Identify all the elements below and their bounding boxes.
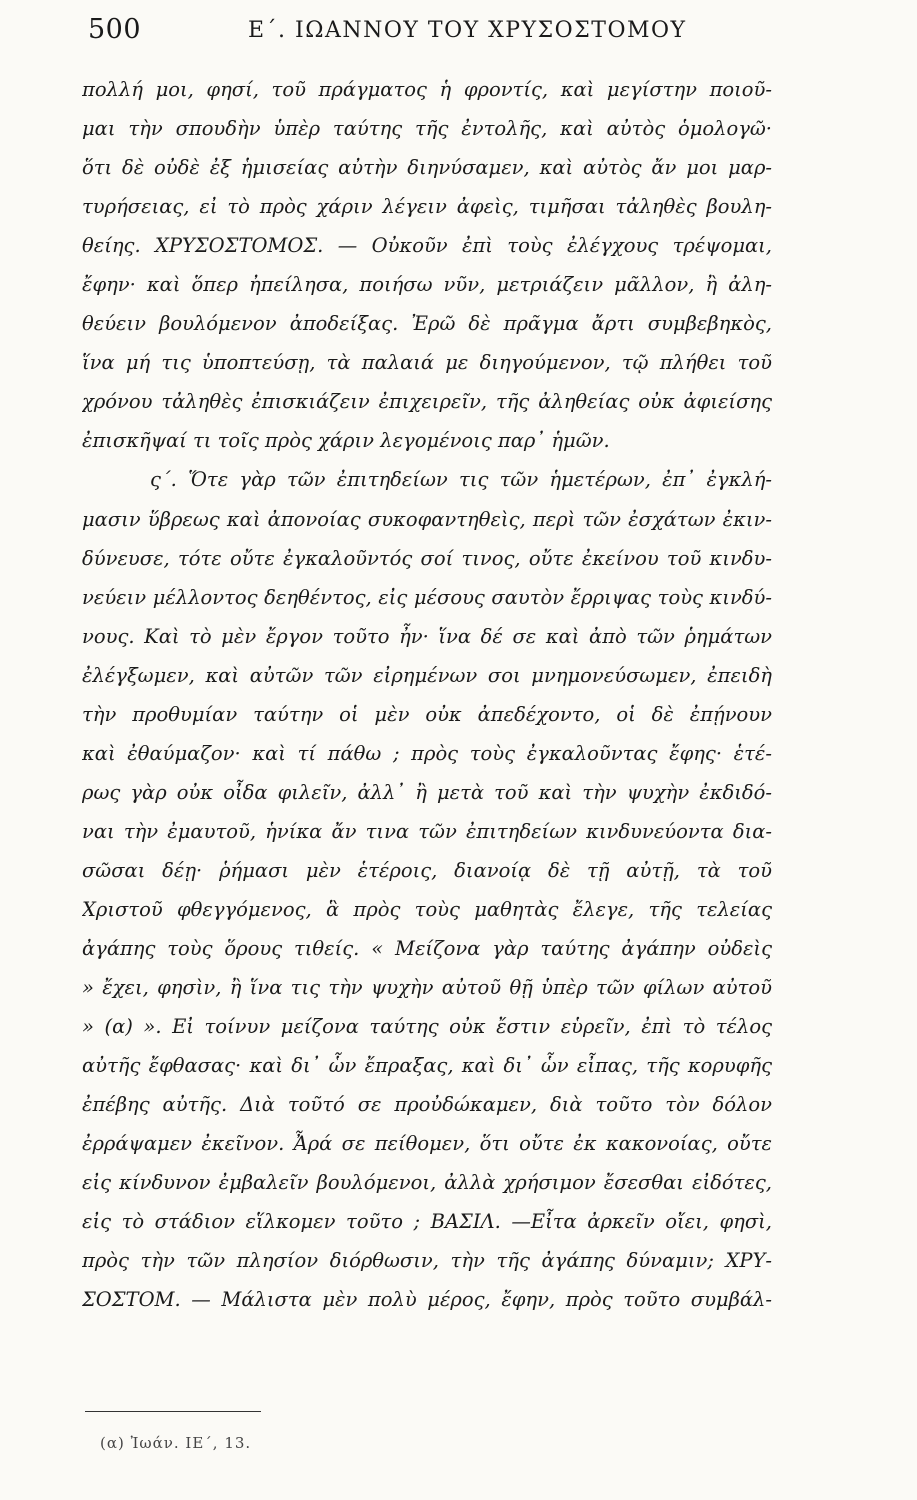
text-line: ἔφην· καὶ ὅπερ ἠπείλησα, ποιήσω νῦν, μετριάζειν μᾶλλον, ἢ ἀλη-	[82, 273, 772, 297]
text-line: μαι τὴν σπουδὴν ὑπὲρ ταύτης τῆς ἐντολῆς, καὶ αὐτὸς ὁμολογῶ·	[82, 117, 772, 141]
text-line: νους. Καὶ τὸ μὲν ἔργον τοῦτο ἦν· ἵνα δέ σε καὶ ἀπὸ τῶν ῥημάτων	[82, 624, 772, 648]
text-line: αὐτῆς ἔφθασας· καὶ δι᾽ ὧν ἔπραξας, καὶ δι᾽ ὧν εἶπας, τῆς κορυφῆς	[82, 1054, 772, 1078]
text-line: » (α) ». Εἰ τοίνυν μείζονα ταύτης οὐκ ἔστιν εὑρεῖν, ἐπὶ τὸ τέλος	[82, 1015, 772, 1039]
text-line: εἰς κίνδυνον ἐμβαλεῖν βουλόμενοι, ἀλλὰ χρήσιμον ἔσεσθαι εἰδότες,	[82, 1171, 772, 1195]
text-line: θείης. ΧΡΥΣΟΣΤΟΜΟΣ. — Οὐκοῦν ἐπὶ τοὺς ἐλέγχους τρέψομαι,	[82, 234, 772, 258]
footnote-rule	[85, 1411, 261, 1412]
text-line: εἰς τὸ στάδιον εἵλκομεν τοῦτο ; ΒΑΣΙΛ. —Εἶτα ἀρκεῖν οἴει, φησὶ,	[82, 1210, 772, 1234]
text-line: ἐρράψαμεν ἐκεῖνον. Ἆρά σε πείθομεν, ὅτι οὔτε ἐκ κακονοίας, οὔτε	[82, 1132, 772, 1156]
text-line: τὴν προθυμίαν ταύτην οἱ μὲν οὐκ ἀπεδέχοντο, οἱ δὲ ἐπῄνουν	[82, 702, 772, 726]
text-line: ς΄. Ὅτε γὰρ τῶν ἐπιτηδείων τις τῶν ἡμετέρων, ἐπ᾽ ἐγκλή-	[150, 468, 772, 492]
text-line: ΣΟΣΤΟΜ. — Μάλιστα μὲν πολὺ μέρος, ἔφην, πρὸς τοῦτο συμβάλ-	[82, 1288, 772, 1312]
text-line: πρὸς τὴν τῶν πλησίον διόρθωσιν, τὴν τῆς ἀγάπης δύναμιν; ΧΡΥ-	[82, 1249, 772, 1273]
text-line: ἀγάπης τοὺς ὅρους τιθείς. « Μείζονα γὰρ ταύτης ἀγάπην οὐδεὶς	[82, 937, 772, 961]
text-line: μασιν ὕβρεως καὶ ἀπονοίας συκοφαντηθεὶς, περὶ τῶν ἐσχάτων ἐκιν-	[82, 507, 772, 531]
text-line: ἵνα μή τις ὑποπτεύσῃ, τὰ παλαιά με διηγούμενον, τῷ πλήθει τοῦ	[82, 351, 772, 375]
text-line: νεύειν μέλλοντος δεηθέντος, εἰς μέσους σαυτὸν ἔρριψας τοὺς κινδύ-	[82, 585, 772, 609]
text-line: ἐπισκῆψαί τι τοῖς πρὸς χάριν λεγομένοις παρ᾽ ἡμῶν.	[82, 429, 610, 453]
text-line: δύνευσε, τότε οὔτε ἐγκαλοῦντός σοί τινος, οὔτε ἐκείνου τοῦ κινδυ-	[82, 546, 772, 570]
text-line: ρως γὰρ οὐκ οἶδα φιλεῖν, ἀλλ᾽ ἢ μετὰ τοῦ καὶ τὴν ψυχὴν ἐκδιδό-	[82, 780, 772, 804]
text-line: πολλή μοι, φησί, τοῦ πράγματος ἡ φροντίς, καὶ μεγίστην ποιοῦ-	[82, 78, 772, 101]
text-line: Χριστοῦ φθεγγόμενος, ἃ πρὸς τοὺς μαθητὰς ἔλεγε, τῆς τελείας	[82, 897, 772, 921]
page-header	[88, 14, 848, 54]
text-line: ἐλέγξωμεν, καὶ αὐτῶν τῶν εἰρημένων σοι μνημονεύσωμεν, ἐπειδὴ	[82, 663, 772, 687]
text-line: ὅτι δὲ οὐδὲ ἐξ ἡμισείας αὐτὴν διηνύσαμεν, καὶ αὐτὸς ἄν μοι μαρ-	[82, 156, 772, 180]
body-text	[82, 70, 772, 1320]
text-line: τυρήσειας, εἰ τὸ πρὸς χάριν λέγειν ἀφεὶς, τιμῆσαι τἀληθὲς βουλη-	[82, 195, 772, 219]
text-line: ἐπέβης αὐτῆς. Διὰ τοῦτό σε προὐδώκαμεν, διὰ τοῦτο τὸν δόλον	[82, 1093, 772, 1117]
text-line: ναι τὴν ἐμαυτοῦ, ἡνίκα ἄν τινα τῶν ἐπιτηδείων κινδυνεύοντα δια-	[82, 819, 772, 843]
running-head: Ε΄. ΙΩΑΝΝΟΥ ΤΟΥ ΧΡΥΣΟΣΤΟΜΟΥ	[248, 18, 687, 43]
text-line: θεύειν βουλόμενον ἀποδείξας. Ἐρῶ δὲ πρᾶγμα ἄρτι συμβεβηκὸς,	[82, 312, 772, 336]
text-line: σῶσαι δέῃ· ῥήμασι μὲν ἑτέροις, διανοίᾳ δὲ τῇ αὐτῇ, τὰ τοῦ	[82, 858, 772, 882]
page-number: 500	[88, 14, 142, 45]
text-line: χρόνου τἀληθὲς ἐπισκιάζειν ἐπιχειρεῖν, τῆς ἀληθείας οὐκ ἀφιείσης	[82, 390, 772, 414]
text-line: καὶ ἐθαύμαζον· καὶ τί πάθω ; πρὸς τοὺς ἐγκαλοῦντας ἔφης· ἑτέ-	[82, 741, 772, 765]
footnote: (α) Ἰωάν. ΙΕ΄, 13.	[100, 1434, 252, 1452]
text-line: » ἔχει, φησὶν, ἢ ἵνα τις τὴν ψυχὴν αὐτοῦ θῇ ὑπὲρ τῶν φίλων αὐτοῦ	[82, 976, 772, 1000]
